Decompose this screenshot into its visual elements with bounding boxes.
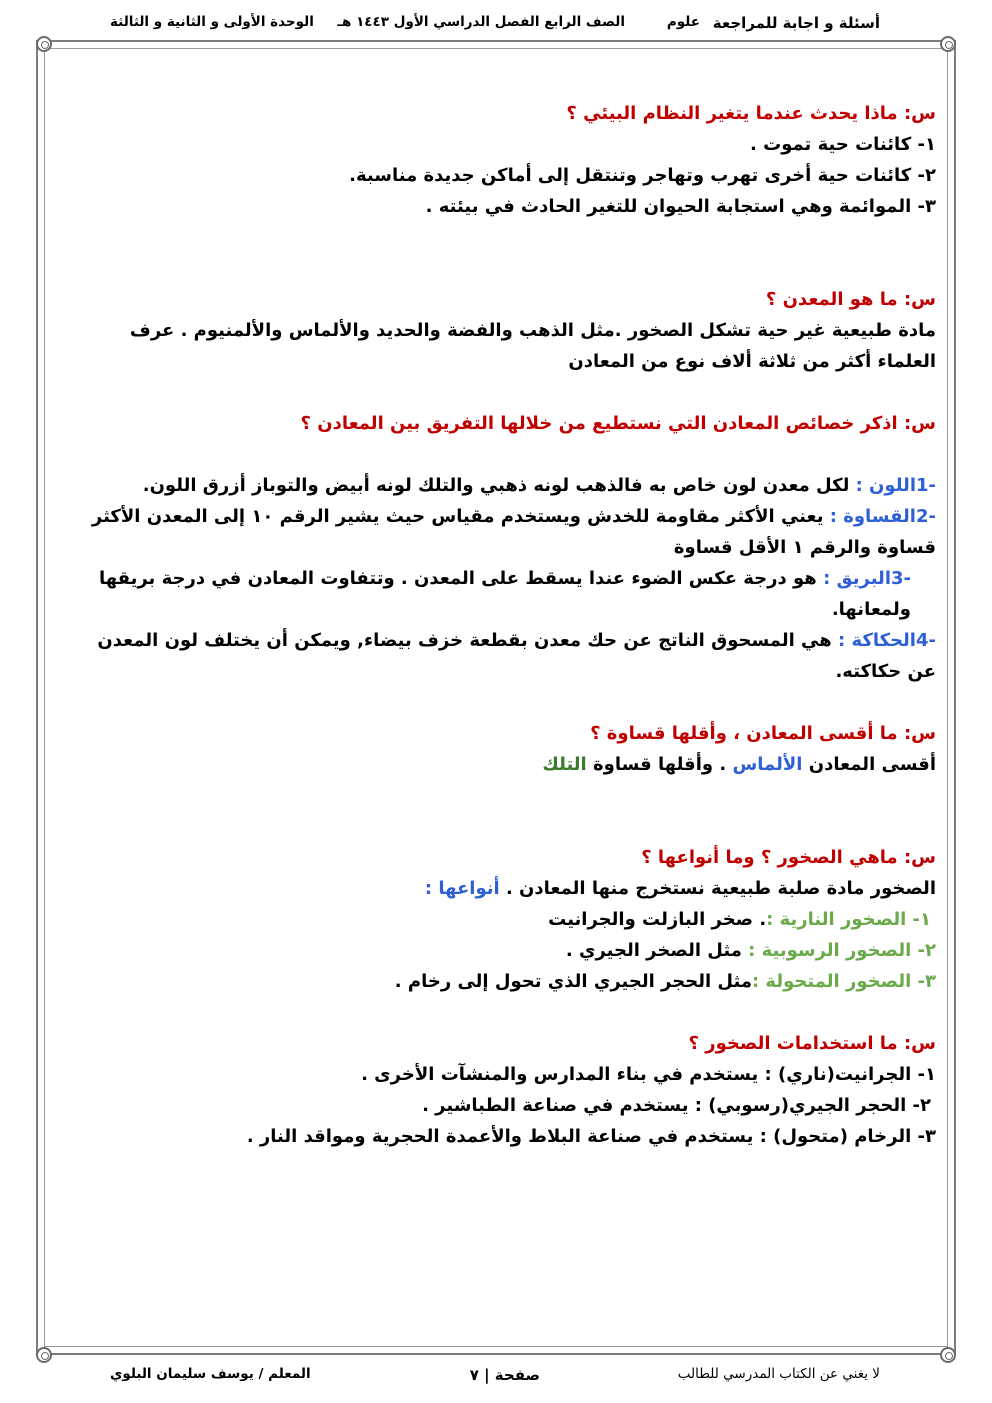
answer-line: ٢- الحجر الجيري(رسوبي) : يستخدم في صناعة الطباشير .: [422, 1095, 931, 1116]
answer-mineral-definition: مادة طبيعية غير حية تشكل الصخور .مثل الذهب والفضة والحديد والألماس والألمنيوم . عرف العلماء أكثر من ثلاثة ألاف نوع من المعادن: [129, 320, 936, 372]
page-header: [110, 10, 880, 34]
answer-line: ٣- الموائمة وهي استجابة الحيوان للتغير الحادث في بيئته .: [425, 196, 936, 217]
property-hardness: [70, 501, 936, 563]
mineral-diamond: الألماس: [732, 754, 803, 775]
rock-type-label: ١- الصخور النارية :: [766, 909, 931, 930]
types-label: أنواعها :: [424, 878, 500, 899]
rock-type-text: مثل الحجر الجيري الذي تحول إلى رخام .: [394, 971, 752, 992]
answer-text: الصخور مادة صلبة طبيعية نستخرج منها المعادن .: [499, 878, 936, 899]
answer-line: ١- الجرانيت(ناري) : يستخدم في بناء المدارس والمنشآت الأخرى .: [361, 1064, 936, 1085]
corner-ornament-icon: [36, 36, 52, 52]
corner-ornament-icon: [940, 36, 956, 52]
property-streak: [70, 625, 936, 687]
mineral-talc: التلك: [542, 754, 587, 775]
property-text: يعني الأكثر مقاومة للخدش ويستخدم مقياس حيث يشير الرقم ١٠ إلى المعدن الأكثر قساوة والرقم ١ الأقل قساوة: [91, 506, 936, 558]
header-subject: علوم: [666, 14, 700, 30]
footer-teacher: المعلم / يوسف سليمان البلوي: [110, 1366, 311, 1382]
question-hardest-mineral: س: ما أقسى المعادن ، وأقلها قساوة ؟: [590, 723, 936, 744]
question-ecosystem-change: س: ماذا يحدث عندما يتغير النظام البيئي ؟: [566, 103, 936, 124]
page-number: صفحة | ٧: [469, 1366, 540, 1384]
property-label: -4الحكاكة :: [838, 630, 936, 651]
rock-type-igneous: [70, 904, 936, 935]
answer-line: ٢- كائنات حية أخرى تهرب وتهاجر وتنتقل إلى أماكن جديدة مناسبة.: [349, 165, 936, 186]
answer-text: أقسى المعادن: [802, 754, 936, 775]
property-text: هي المسحوق الناتج عن حك معدن بقطعة خزف بيضاء, ويمكن أن يختلف لون المعدن عن حكاكته.: [97, 630, 936, 682]
answer-hardest-mineral: [70, 749, 936, 780]
rock-type-label: ٣- الصخور المتحولة :: [751, 971, 936, 992]
question-mineral-properties: س: اذكر خصائص المعادن التي نستطيع من خلالها التفريق بين المعادن ؟: [300, 413, 936, 434]
page-content: [70, 98, 936, 1152]
property-label: -1اللون :: [855, 475, 936, 496]
answer-line: ١- كائنات حية تموت .: [750, 134, 936, 155]
property-luster: [70, 563, 936, 625]
rock-type-text: مثل الصخر الجيري .: [565, 940, 749, 961]
page-footer: [110, 1362, 880, 1386]
rock-type-sedimentary: [70, 935, 936, 966]
question-what-is-mineral: س: ما هو المعدن ؟: [765, 289, 936, 310]
answer-text: . وأقلها قساوة: [586, 754, 733, 775]
property-text: هو درجة عكس الضوء عندا يسقط على المعدن . وتتفاوت المعادن في درجة بريقها ولمعانها.: [98, 568, 911, 620]
question-rocks-types: س: ماهي الصخور ؟ وما أنواعها ؟: [641, 847, 936, 868]
answer-rocks: [70, 873, 936, 904]
rock-type-label: ٢- الصخور الرسوبية :: [748, 940, 936, 961]
property-text: لكل معدن لون خاص به فالذهب لونه ذهبي والتلك لونه أبيض والتوباز أزرق اللون.: [142, 475, 856, 496]
rock-type-text: . صخر البازلت والجرانيت: [548, 909, 767, 930]
answer-line: ٣- الرخام (متحول) : يستخدم في صناعة البلاط والأعمدة الحجرية ومواقد النار .: [246, 1126, 936, 1147]
header-title: أسئلة و اجابة للمراجعة: [712, 14, 880, 32]
header-grade-term: الصف الرابع الفصل الدراسي الأول ١٤٤٣ هـ: [337, 14, 625, 30]
corner-ornament-icon: [940, 1347, 956, 1363]
corner-ornament-icon: [36, 1347, 52, 1363]
footer-note: لا يغني عن الكتاب المدرسي للطالب: [677, 1366, 880, 1382]
property-label: -3البريق :: [823, 568, 911, 589]
header-unit: الوحدة الأولى و الثانية و الثالثة: [110, 14, 314, 30]
property-color: [70, 470, 936, 501]
question-rock-uses: س: ما استخدامات الصخور ؟: [688, 1033, 936, 1054]
rock-type-metamorphic: [70, 966, 936, 997]
property-label: -2القساوة :: [829, 506, 936, 527]
